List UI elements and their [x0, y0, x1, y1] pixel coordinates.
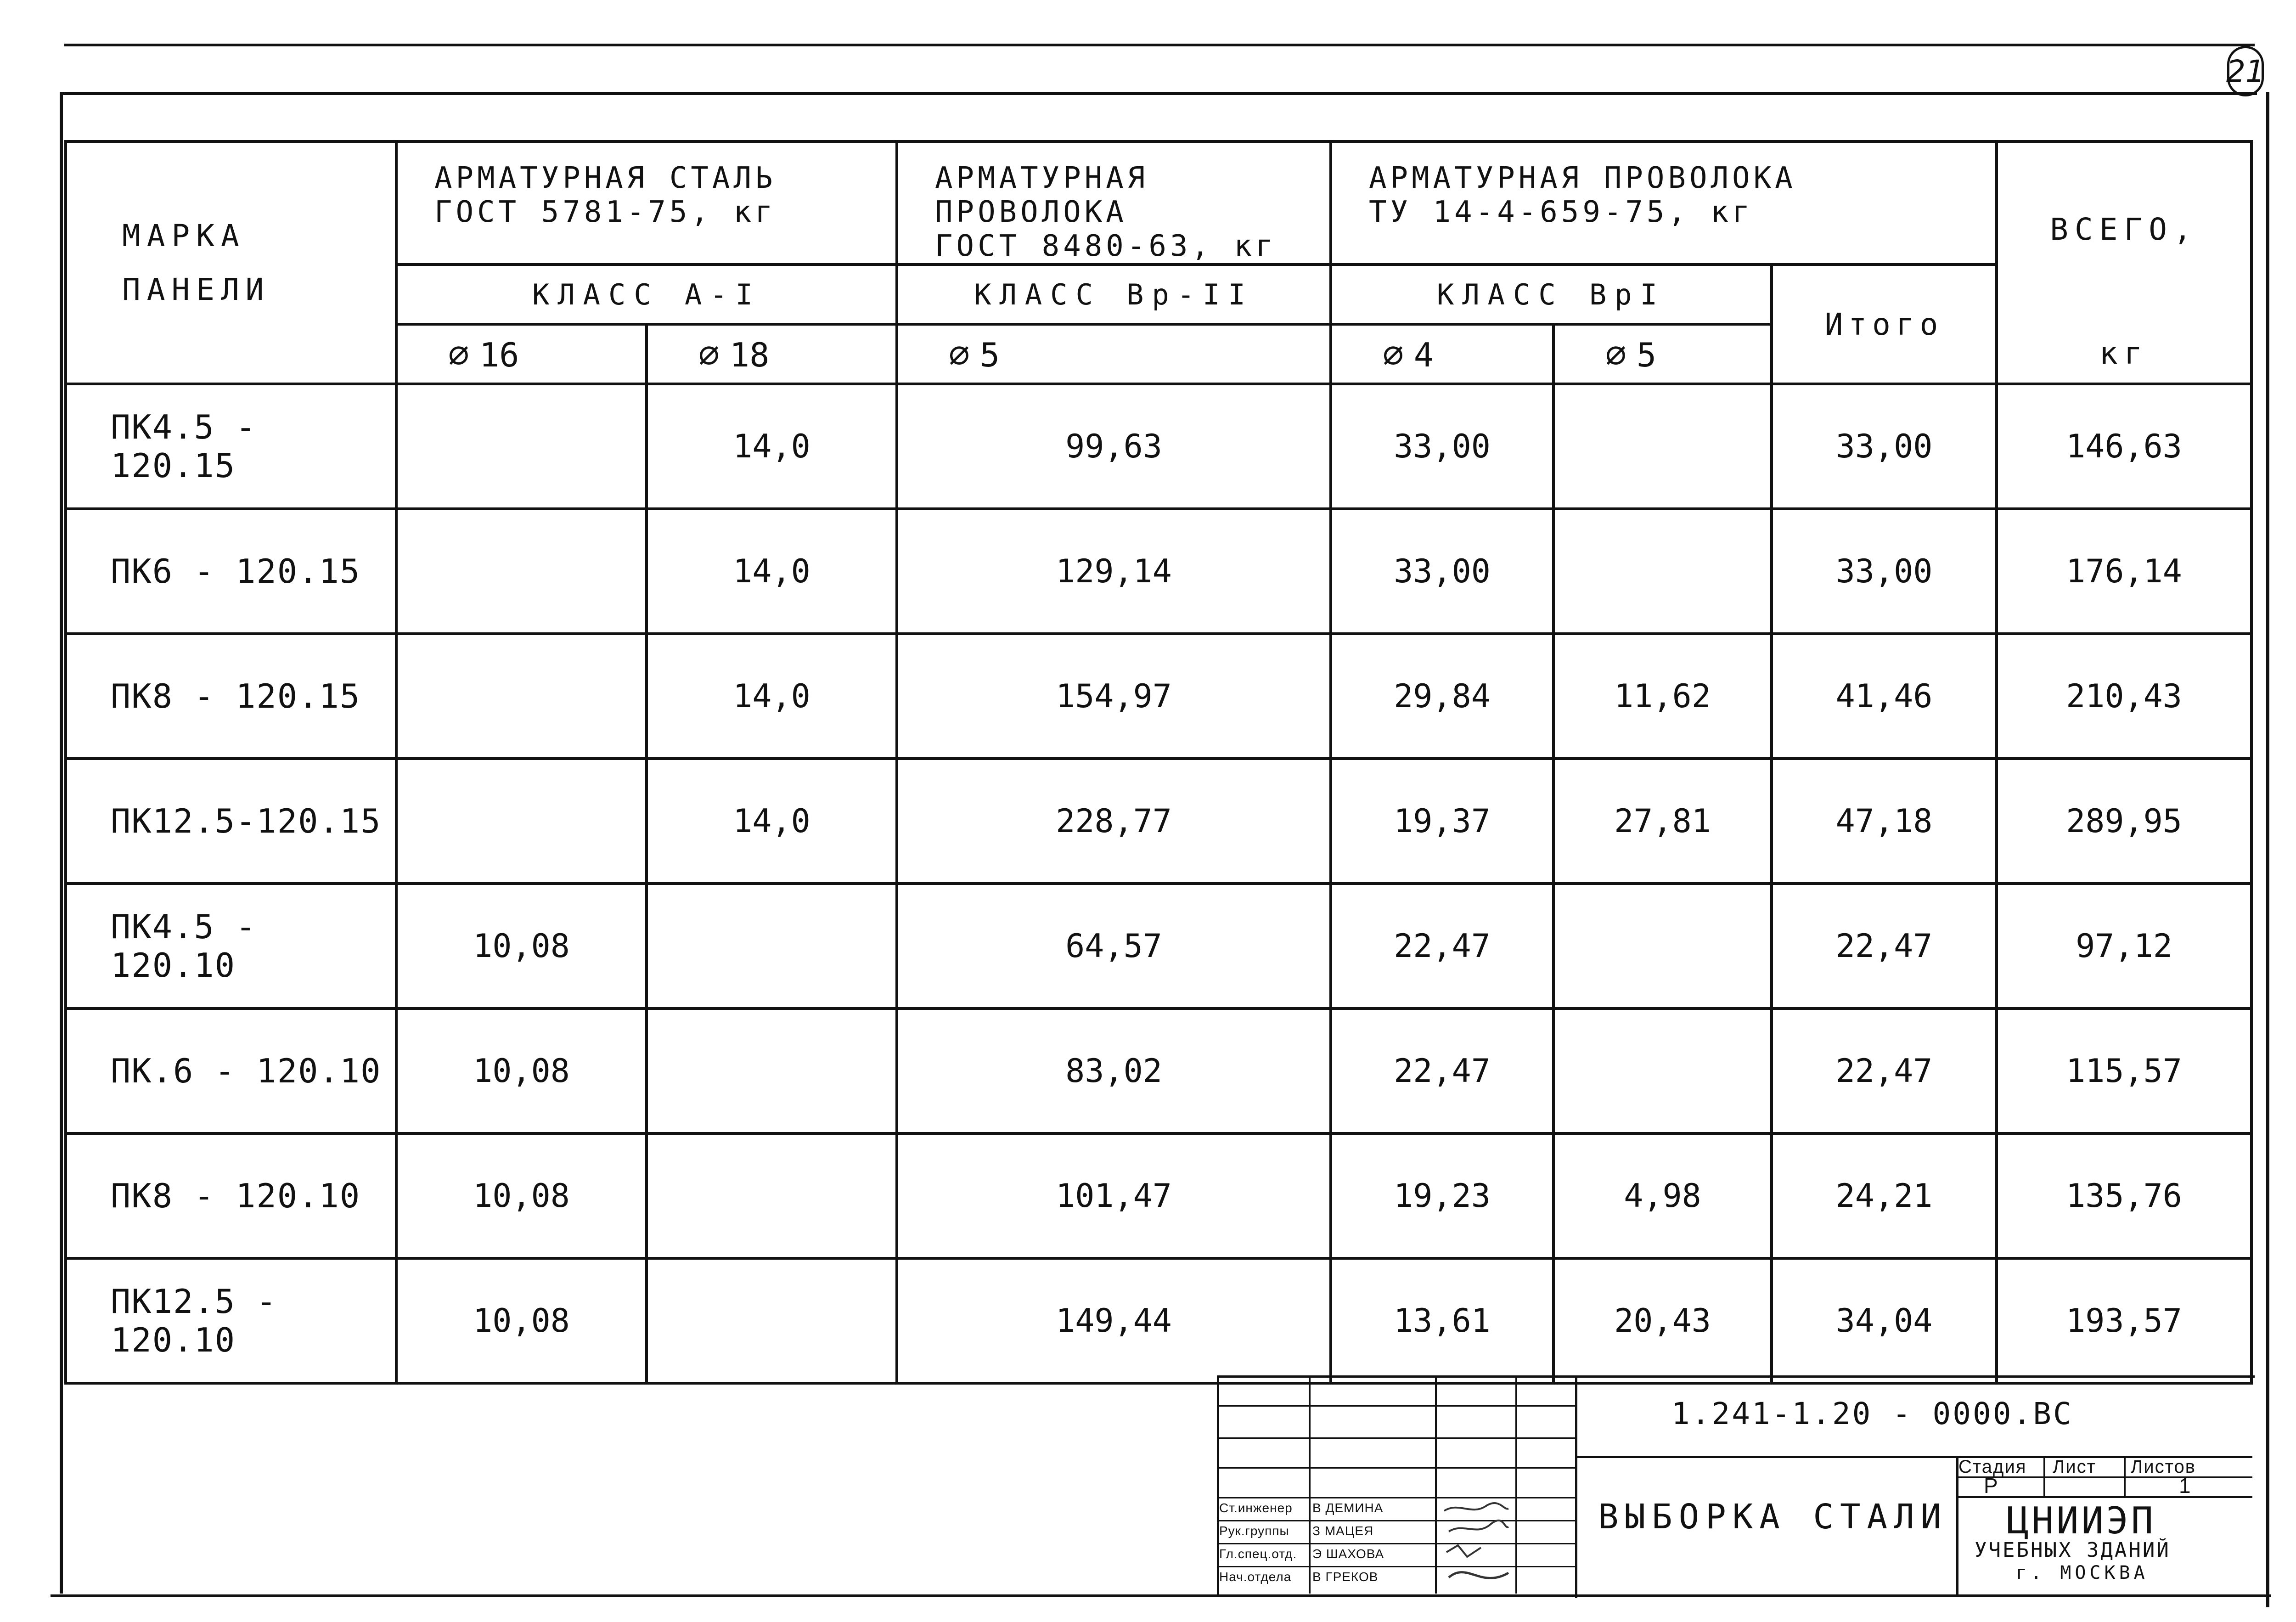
- value-cell-vr2-5: 101,47: [897, 1133, 1331, 1258]
- value-cell-a16: [396, 759, 647, 884]
- diameter-value: 5: [979, 335, 1000, 374]
- value-cell-itogo: 22,47: [1772, 884, 1997, 1008]
- value-cell-vr1-4: 33,00: [1331, 384, 1553, 509]
- sheet-label: Лист: [2053, 1457, 2096, 1477]
- signature-role: Нач.отдела: [1219, 1570, 1292, 1584]
- value-cell-a16: [396, 634, 647, 759]
- grid-divider: [1217, 1543, 1575, 1544]
- stage-value: Р: [1984, 1474, 1998, 1498]
- table-row: [66, 759, 2251, 884]
- value-cell-itogo: 24,21: [1772, 1133, 1997, 1258]
- value-cell-vr1-5: 27,81: [1553, 759, 1772, 884]
- value-cell-a18: [647, 1258, 897, 1383]
- value-cell-total: 97,12: [1997, 884, 2251, 1008]
- table-row: [66, 1258, 2251, 1383]
- total-header-line1: ВСЕГО,: [2050, 212, 2198, 247]
- diameter-symbol: ⌀: [448, 333, 469, 375]
- value-cell-vr2-5: 99,63: [897, 384, 1331, 509]
- group-vr2-line2: ГОСТ 8480-63, кг: [935, 229, 1277, 263]
- value-cell-itogo: 47,18: [1772, 759, 1997, 884]
- value-cell-a18: 14,0: [647, 759, 897, 884]
- grid-divider: [1217, 1566, 1575, 1567]
- signature-role: Гл.спец.отд.: [1219, 1547, 1297, 1561]
- value-cell-a16: 10,08: [396, 1008, 647, 1133]
- signature-grid: [1217, 1375, 1577, 1596]
- document-code: 1.241-1.20 - 0000.ВС: [1671, 1396, 2073, 1431]
- diameter-value: 5: [1636, 335, 1657, 374]
- diameter-value: 16: [479, 335, 519, 374]
- value-cell-itogo: 41,46: [1772, 634, 1997, 759]
- value-cell-a18: 14,0: [647, 634, 897, 759]
- value-cell-a16: 10,08: [396, 1133, 647, 1258]
- value-cell-vr1-4: 19,37: [1331, 759, 1553, 884]
- grid-divider: [1309, 1375, 1311, 1594]
- value-cell-itogo: 22,47: [1772, 1008, 1997, 1133]
- organization-city: г. МОСКВА: [2016, 1562, 2149, 1583]
- title-divider: [1956, 1496, 2252, 1498]
- panel-mark-cell: ПК8 - 120.10: [66, 1133, 396, 1258]
- value-cell-vr1-4: 13,61: [1331, 1258, 1553, 1383]
- value-cell-vr1-5: [1553, 509, 1772, 634]
- value-cell-total: 146,63: [1997, 384, 2251, 509]
- grid-divider: [1217, 1520, 1575, 1521]
- value-cell-vr1-5: 4,98: [1553, 1133, 1772, 1258]
- table-row: [66, 884, 2251, 1008]
- signature-role: Рук.группы: [1219, 1524, 1289, 1538]
- value-cell-a18: [647, 1133, 897, 1258]
- organization-name: ЦНИИЭП: [2007, 1499, 2156, 1542]
- value-cell-a16: [396, 384, 647, 509]
- diameter-5-vr1-header: [1553, 324, 1772, 384]
- diameter-value: 18: [729, 335, 770, 374]
- diameter-symbol: ⌀: [1605, 333, 1626, 375]
- class-a1-label: КЛАСС А-I: [396, 265, 897, 324]
- value-cell-vr1-4: 29,84: [1331, 634, 1553, 759]
- value-cell-vr1-4: 22,47: [1331, 884, 1553, 1008]
- panel-mark-cell: ПК4.5 - 120.15: [66, 384, 396, 509]
- group-a1-line1: АРМАТУРНАЯ СТАЛЬ: [434, 161, 777, 195]
- sheet-number: 21: [2227, 46, 2264, 96]
- signature-name: З МАЦЕЯ: [1312, 1524, 1374, 1538]
- top-border-line: [64, 44, 2255, 46]
- value-cell-vr1-5: 20,43: [1553, 1258, 1772, 1383]
- group-header-a1: [396, 141, 897, 265]
- group-vr1-line2: ТУ 14-4-659-75, кг: [1369, 195, 1754, 229]
- value-cell-total: 115,57: [1997, 1008, 2251, 1133]
- panel-mark-cell: ПК12.5-120.15: [66, 759, 396, 884]
- mark-column-header: [66, 141, 396, 384]
- value-cell-vr2-5: 83,02: [897, 1008, 1331, 1133]
- value-cell-a18: 14,0: [647, 384, 897, 509]
- value-cell-itogo: 33,00: [1772, 384, 1997, 509]
- group-vr1-line1: АРМАТУРНАЯ ПРОВОЛОКА: [1369, 161, 1796, 195]
- value-cell-a16: 10,08: [396, 1258, 647, 1383]
- diameter-5-vr2-header: [897, 324, 1331, 384]
- table-row: [66, 509, 2251, 634]
- value-cell-total: 210,43: [1997, 634, 2251, 759]
- panel-mark-cell: ПК8 - 120.15: [66, 634, 396, 759]
- value-cell-a16: [396, 509, 647, 634]
- diameter-symbol: ⌀: [1383, 333, 1404, 375]
- organization-subtitle: УЧЕБНЫХ ЗДАНИЙ: [1975, 1538, 2171, 1562]
- table-row: [66, 634, 2251, 759]
- value-cell-a18: 14,0: [647, 509, 897, 634]
- diameter-value: 4: [1413, 335, 1434, 374]
- handwritten-signatures: [1440, 1497, 1513, 1594]
- value-cell-total: 135,76: [1997, 1133, 2251, 1258]
- class-vr1-label: КЛАСС ВрI: [1331, 265, 1772, 324]
- diameter-symbol: ⌀: [949, 333, 970, 375]
- signature-name: В ДЕМИНА: [1312, 1501, 1384, 1515]
- mark-header-line1: МАРКА: [122, 218, 246, 253]
- value-cell-vr1-4: 19,23: [1331, 1133, 1553, 1258]
- total-unit-header: кг: [1997, 324, 2251, 384]
- diameter-4-header: [1331, 324, 1553, 384]
- frame-right-edge: [2266, 92, 2269, 1607]
- value-cell-total: 176,14: [1997, 509, 2251, 634]
- group-a1-line2: ГОСТ 5781-75, кг: [434, 195, 777, 229]
- value-cell-vr2-5: 64,57: [897, 884, 1331, 1008]
- table-row: [66, 1133, 2251, 1258]
- table-row: [66, 1008, 2251, 1133]
- grid-divider: [1435, 1375, 1437, 1594]
- panel-mark-cell: ПК.6 - 120.10: [66, 1008, 396, 1133]
- grid-divider: [1217, 1497, 1575, 1498]
- value-cell-vr2-5: 129,14: [897, 509, 1331, 634]
- document-title: ВЫБОРКА СТАЛИ: [1598, 1497, 1948, 1537]
- diameter-symbol: ⌀: [698, 333, 720, 375]
- value-cell-vr1-5: [1553, 884, 1772, 1008]
- value-cell-itogo: 33,00: [1772, 509, 1997, 634]
- diameter-18-header: [647, 324, 897, 384]
- value-cell-vr1-5: [1553, 1008, 1772, 1133]
- grid-divider: [1515, 1375, 1517, 1594]
- value-cell-a18: [647, 884, 897, 1008]
- diameter-16-header: [396, 324, 647, 384]
- value-cell-vr1-4: 22,47: [1331, 1008, 1553, 1133]
- value-cell-total: 289,95: [1997, 759, 2251, 884]
- group-vr2-line1: АРМАТУРНАЯ ПРОВОЛОКА: [935, 161, 1149, 229]
- panel-mark-cell: ПК6 - 120.15: [66, 509, 396, 634]
- mark-header-line2: ПАНЕЛИ: [122, 272, 270, 307]
- group-header-vr1: [1331, 141, 1997, 265]
- signature-name: В ГРЕКОВ: [1312, 1570, 1379, 1584]
- value-cell-vr1-5: 11,62: [1553, 634, 1772, 759]
- value-cell-vr1-5: [1553, 384, 1772, 509]
- itogo-column-header: Итого: [1772, 265, 1997, 384]
- sheets-label: Листов: [2131, 1457, 2196, 1477]
- class-vr2-label: КЛАСС Вр-II: [897, 265, 1331, 324]
- value-cell-total: 193,57: [1997, 1258, 2251, 1383]
- signature-name: Э ШАХОВА: [1312, 1547, 1384, 1561]
- sheets-value: 1: [2179, 1474, 2191, 1498]
- table-row: [66, 384, 2251, 509]
- grid-divider: [1217, 1437, 1575, 1439]
- value-cell-itogo: 34,04: [1772, 1258, 1997, 1383]
- value-cell-vr2-5: 149,44: [897, 1258, 1331, 1383]
- signature-role: Ст.инженер: [1219, 1501, 1293, 1515]
- value-cell-vr2-5: 228,77: [897, 759, 1331, 884]
- value-cell-a16: 10,08: [396, 884, 647, 1008]
- grid-divider: [1217, 1405, 1575, 1407]
- steel-selection-table: [64, 140, 2253, 1385]
- stage-label: Стадия: [1958, 1457, 2027, 1477]
- panel-mark-cell: ПК12.5 - 120.10: [66, 1258, 396, 1383]
- value-cell-vr1-4: 33,00: [1331, 509, 1553, 634]
- value-cell-a18: [647, 1008, 897, 1133]
- total-column-header: [1997, 141, 2251, 324]
- value-cell-vr2-5: 154,97: [897, 634, 1331, 759]
- panel-mark-cell: ПК4.5 - 120.10: [66, 884, 396, 1008]
- group-header-vr2: [897, 141, 1331, 265]
- grid-divider: [1217, 1467, 1575, 1469]
